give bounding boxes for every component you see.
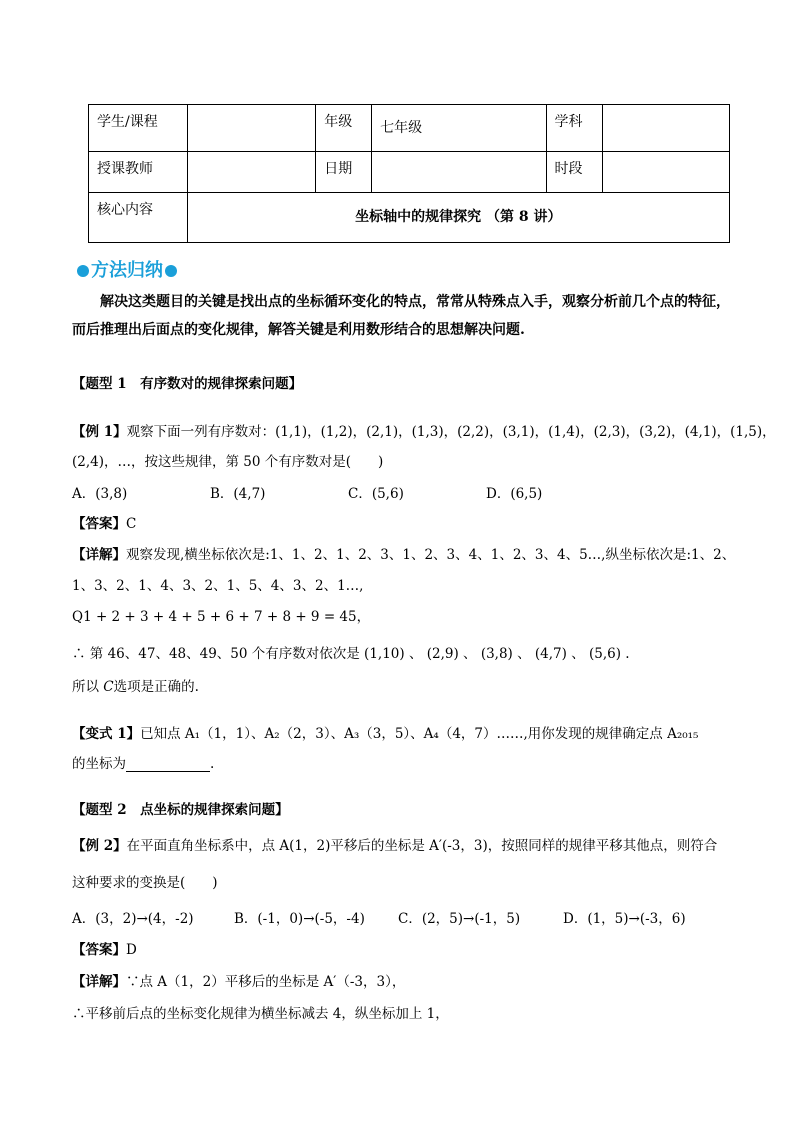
example1-line1 (72, 420, 776, 440)
example1-option-b: B．(4,7) (210, 486, 266, 502)
detail2-label: 【详解】 (72, 974, 126, 990)
answer-blank (126, 757, 210, 772)
variant1-period: . (210, 756, 215, 772)
answer2-value: D (126, 942, 137, 958)
variant1-text2: 的坐标为 (72, 756, 126, 772)
teacher-value (187, 152, 316, 193)
period-value (603, 152, 730, 193)
detail-label: 【详解】 (72, 547, 126, 563)
variant1-text1: 已知点 A₁（1，1）、A₂（2，3）、A₃（3，5）、A₄（4，7）……,用你发现的规律确定点 A₂₀₁₅ (140, 726, 699, 742)
core-label: 核心内容 (89, 193, 188, 243)
example1-detail-line1 (72, 543, 735, 563)
grade-label: 年级 (316, 105, 372, 152)
detail2-text1: ∵点 A（1，2）平移后的坐标是 A′（-3，3）， (126, 974, 406, 990)
example2-option-c: C．(2，5)→(-1，5) (398, 911, 521, 927)
example2-text1: 在平面直角坐标系中，点 A(1，2)平移后的坐标是 A′(-3，3)，按照同样的规律平移其他点，则符合 (126, 838, 718, 854)
example2-answer (72, 938, 137, 958)
example1-label: 【例 1】 (72, 424, 127, 440)
type1-heading: 【题型 1 有序数对的规律探索问题】 (72, 376, 303, 392)
variant1-line1 (72, 722, 698, 742)
student-value (187, 105, 316, 152)
variant1-line2 (72, 752, 214, 772)
example1-line2: (2,4)，…，按这些规律，第 50 个有序数对是( ) (72, 454, 384, 470)
example1-detail-line5 (72, 675, 199, 695)
date-label: 日期 (316, 152, 372, 193)
detail5-suffix: 选项是正确的. (113, 679, 199, 695)
method-heading-text: 方法归纳 (91, 260, 163, 281)
core-title: 坐标轴中的规律探究 （第 8 讲） (187, 193, 729, 243)
student-label: 学生/课程 (89, 105, 188, 152)
example2-detail-line1 (72, 970, 405, 990)
example2-option-b: B．(-1，0)→(-5，-4) (234, 911, 365, 927)
detail5-option: C (103, 679, 114, 695)
teacher-label: 授课教师 (89, 152, 188, 193)
method-heading (75, 256, 179, 282)
example1-option-c: C．(5,6) (348, 486, 404, 502)
detail-text1: 观察发现,横坐标依次是:1、1、2、1、2、3、1、2、3、4、1、2、3、4、5…,纵坐标依次是:1、2、 (126, 547, 736, 563)
subject-value (603, 105, 730, 152)
grade-value: 七年级 (372, 105, 546, 152)
type2-heading: 【题型 2 点坐标的规律探索问题】 (72, 802, 289, 818)
example1-detail-line2: 1、3、2、1、4、3、2、1、5、4、3、2、1…, (72, 578, 364, 594)
detail5-prefix: 所以 (72, 679, 104, 695)
bullet-dot-icon (165, 265, 177, 277)
example1-detail-line3: Q1 + 2 + 3 + 4 + 5 + 6 + 7 + 8 + 9 = 45， (72, 609, 371, 625)
method-text: 解决这类题目的关键是找出点的坐标循环变化的特点，常常从特殊点入手，观察分析前几个点的特征，而后推理出后面点的变化规律，解答关键是利用数形结合的思想解决问题. (72, 294, 730, 338)
variant1-label: 【变式 1】 (72, 726, 141, 742)
answer-label: 【答案】 (72, 516, 126, 532)
example1-option-d: D．(6,5) (486, 486, 543, 502)
course-info-table (88, 104, 730, 243)
answer-value: C (126, 516, 137, 532)
example1-detail-line4: ∴ 第 46、47、48、49、50 个有序数对依次是 (1,10) 、 (2,9) 、 (3,8) 、 (4,7) 、 (5,6) . (72, 646, 630, 662)
example2-detail-line2: ∴平移前后点的坐标变化规律为横坐标减去 4，纵坐标加上 1， (72, 1006, 449, 1022)
example2-option-d: D．(1，5)→(-3，6) (563, 911, 686, 927)
example2-label: 【例 2】 (72, 838, 127, 854)
answer2-label: 【答案】 (72, 942, 126, 958)
subject-label: 学科 (546, 105, 603, 152)
example2-option-a: A．(3，2)→(4，-2) (72, 911, 194, 927)
example2-line2: 这种要求的变换是( ) (72, 875, 218, 891)
example2-line1 (72, 834, 717, 854)
period-label: 时段 (546, 152, 603, 193)
example1-answer (72, 512, 136, 532)
date-value (372, 152, 546, 193)
bullet-dot-icon (77, 265, 89, 277)
example1-text1: 观察下面一列有序数对：(1,1)，(1,2)，(2,1)，(1,3)，(2,2)，(3,1)，(1,4)，(2,3)，(3,2)，(4,1)，(1,5)， (126, 424, 776, 440)
example1-option-a: A．(3,8) (72, 486, 128, 502)
